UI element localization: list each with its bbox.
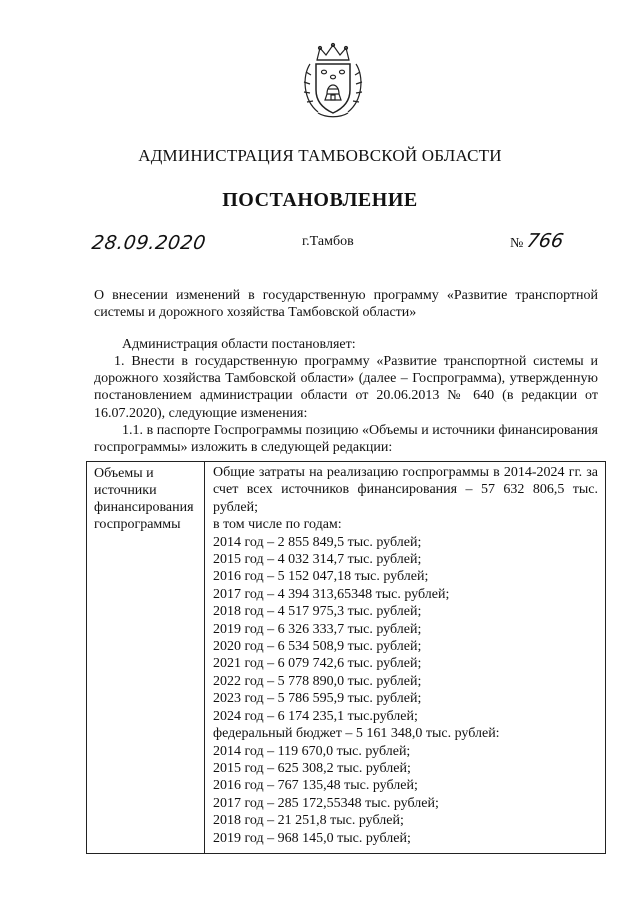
item-1-1-paragraph: 1.1. в паспорте Госпрограммы позицию «Объемы и источники финансирования госпрограммы» изложить в следующей редакции:: [94, 423, 598, 456]
year-row: 2014 год – 2 855 849,5 тыс. рублей;: [213, 534, 422, 550]
year-row: 2017 год – 4 394 313,65348 тыс. рублей;: [213, 586, 450, 602]
table-right-cell: [205, 462, 605, 853]
year-row: 2019 год – 6 326 333,7 тыс. рублей;: [213, 621, 422, 637]
document-number: [510, 230, 564, 252]
document-date: 28.09.2020: [90, 232, 208, 254]
federal-year-row: 2016 год – 767 135,48 тыс. рублей;: [213, 778, 418, 794]
by-years-label: в том числе по годам:: [213, 517, 342, 533]
federal-year-row: 2017 год – 285 172,55348 тыс. рублей;: [213, 795, 439, 811]
year-row: 2021 год – 6 079 742,6 тыс. рублей;: [213, 656, 422, 672]
coat-of-arms-emblem: [300, 42, 366, 120]
document-type-title: ПОСТАНОВЛЕНИЕ: [222, 189, 418, 211]
year-row: 2020 год – 6 534 508,9 тыс. рублей;: [213, 639, 422, 655]
year-row: 2024 год – 6 174 235,1 тыс.рублей;: [213, 708, 418, 724]
document-city: г.Тамбов: [302, 234, 354, 249]
table-left-cell: [87, 462, 205, 853]
year-row: 2023 год – 5 786 595,9 тыс. рублей;: [213, 691, 422, 707]
table-right-content: [205, 462, 605, 847]
number-prefix: №: [510, 236, 524, 251]
organization-title: АДМИНИСТРАЦИЯ ТАМБОВСКОЙ ОБЛАСТИ: [138, 146, 502, 165]
year-row: 2015 год – 4 032 314,7 тыс. рублей;: [213, 552, 422, 568]
intro-paragraph: Администрация области постановляет:: [122, 337, 356, 352]
federal-budget-label: федеральный бюджет – 5 161 348,0 тыс. рублей:: [213, 726, 500, 742]
year-row: 2018 год – 4 517 975,3 тыс. рублей;: [213, 604, 422, 620]
table-left-label: Объемы и источники финансирования госпрограммы: [94, 466, 194, 532]
total-financing-text: Общие затраты на реализацию госпрограммы в 2014-2024 гг. за счет всех источников финансирования – 57 632 806,5 тыс. рублей;: [213, 465, 598, 515]
number-value: 766: [525, 230, 566, 252]
year-row: 2016 год – 5 152 047,18 тыс. рублей;: [213, 569, 429, 585]
item-1-paragraph: 1. Внести в государственную программу «Развитие транспортной системы и дорожного хозяйства Тамбовской области» (далее – Госпрограмма), утвержденную постановлением администрации области от 20.06.2013 № 640 (в редакции от 16.07.2020), следующие изменения:: [94, 354, 598, 421]
financing-table: [86, 461, 606, 854]
document-subject: О внесении изменений в государственную программу «Развитие транспортной системы и дорожного хозяйства Тамбовской области»: [94, 288, 598, 321]
year-row: 2022 год – 5 778 890,0 тыс. рублей;: [213, 673, 422, 689]
federal-year-row: 2014 год – 119 670,0 тыс. рублей;: [213, 743, 411, 759]
federal-year-row: 2015 год – 625 308,2 тыс. рублей;: [213, 760, 411, 776]
federal-year-row: 2018 год – 21 251,8 тыс. рублей;: [213, 813, 404, 829]
federal-year-row: 2019 год – 968 145,0 тыс. рублей;: [213, 830, 411, 846]
